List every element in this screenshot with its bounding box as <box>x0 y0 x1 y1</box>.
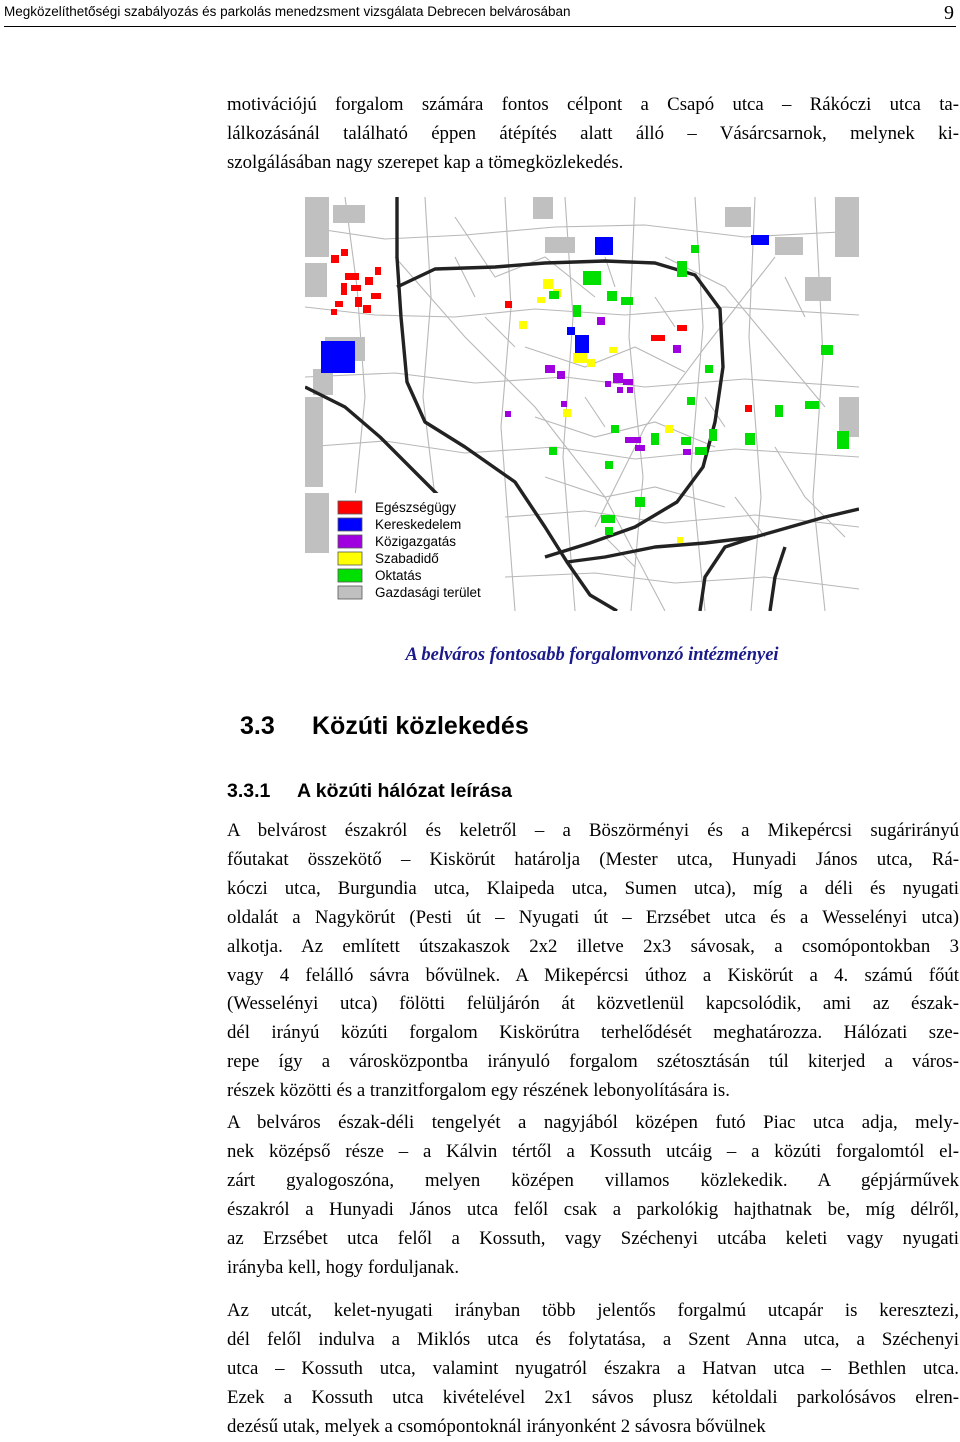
legend-swatch-health <box>338 501 362 514</box>
north-south-axis-paragraph <box>227 1109 959 1282</box>
legend-label: Gazdasági terület <box>375 585 481 600</box>
subsection-number: 3.3.1 <box>227 780 271 802</box>
text-line: nek középső része – a Kálvin tértől a Kossuth utcáig – a közúti forgalomtól el- <box>227 1140 959 1162</box>
subsection-title: A közúti hálózat leírása <box>297 780 512 802</box>
legend-swatch-administration <box>338 535 362 548</box>
text-line: repe így a városközpontba irányuló forgalom szétosztásán túl kiterjed a város- <box>227 1051 959 1073</box>
text-line: irányba kell, hogy forduljanak. <box>227 1256 460 1278</box>
map-legend <box>329 493 501 605</box>
text-line: (Wesselényi utca) fölötti felüljárón át közvetlenül kapcsolódik, ami az észak- <box>227 993 959 1015</box>
section-number: 3.3 <box>240 712 275 740</box>
legend-swatch-leisure <box>338 552 362 565</box>
legend-label: Egészségügy <box>375 500 457 515</box>
header-rule <box>4 26 956 27</box>
text-line: főutakat összekötő – Kiskörút határolja (Mester utca, Hunyadi János utca, Rá- <box>227 848 959 870</box>
text-line: lálkozásánál található éppen átépítés alatt álló – Vásárcsarnok, melynek ki- <box>227 122 959 144</box>
text-line: motivációjú forgalom számára fontos célpont a Csapó utca – Rákóczi utca ta- <box>227 94 959 115</box>
text-line: északról a Hunyadi János utca felől csak a parkolókig hajthatnak be, míg délről, <box>227 1198 959 1220</box>
text-line: dezésű utak, melyek a csomópontoknál irányonként 2 sávosra bővülnek <box>227 1415 766 1437</box>
text-line: zárt gyalogoszóna, melyen középen villamos közlekedik. A gépjárművek <box>227 1169 959 1191</box>
text-line: szolgálásában nagy szerepet kap a tömegközlekedés. <box>227 151 624 173</box>
east-west-streets-paragraph <box>227 1297 959 1442</box>
figure-caption <box>0 645 960 666</box>
text-line: vagy 4 felálló sávra bővülnek. A Mikepércsi úthoz a Kiskörút a 4. számú főút <box>227 964 959 986</box>
section-heading <box>240 712 529 741</box>
legend-label: Oktatás <box>375 568 422 583</box>
legend-swatch-commerce <box>338 518 362 531</box>
text-line: A belvárost északról és keletről – a Böszörményi és a Mikepércsi sugárirányú <box>227 820 959 841</box>
intro-paragraph <box>227 91 959 178</box>
text-line: dél felől indulva a Miklós utca és folytatása, a Szent Anna utca, a Széchenyi <box>227 1328 959 1350</box>
legend-swatch-economic <box>338 586 362 599</box>
text-line: Ezek a Kossuth utca kivételével 2x1 sávos plusz kétoldali parkolósávos elren- <box>227 1386 959 1408</box>
city-map <box>305 197 859 611</box>
legend-label: Szabadidő <box>375 551 439 566</box>
text-line: alkotja. Az említett útszakaszok 2x2 illetve 2x3 sávosak, a csomópontokban 3 <box>227 935 959 957</box>
text-line: az Erzsébet utca felől a Kossuth, vagy Széchenyi utcába keleti vagy nyugati <box>227 1227 959 1249</box>
text-line: A belváros észak-déli tengelyét a nagyjából középen futó Piac utca adja, mely- <box>227 1112 959 1133</box>
text-line: kóczi utca, Burgundia utca, Klaipeda utca, Sumen utca), míg a déli és nyugati <box>227 877 959 899</box>
text-line: utca – Kossuth utca, valamint nyugatról északra a Hatvan utca – Bethlen utca. <box>227 1357 959 1379</box>
subsection-heading <box>227 780 512 803</box>
legend-label: Kereskedelem <box>375 517 462 532</box>
page-number: 9 <box>944 2 954 24</box>
running-title: Megközelíthetőségi szabályozás és parkolás menedzsment vizsgálata Debrecen belvárosában <box>4 4 571 19</box>
road-network-paragraph <box>227 817 959 1106</box>
section-title: Közúti közlekedés <box>312 712 529 740</box>
text-line: Az utcát, kelet-nyugati irányban több jelentős forgalmú utcapár is keresztezi, <box>227 1300 959 1321</box>
legend-label: Közigazgatás <box>375 534 457 549</box>
city-map-figure <box>305 197 859 611</box>
running-header <box>4 4 956 26</box>
legend-swatch-education <box>338 569 362 582</box>
figure-caption-text: A belváros fontosabb forgalomvonzó intézményei <box>405 645 779 665</box>
text-line: oldalát a Nagykörút (Pesti út – Nyugati út – Erzsébet utca és a Wesselényi utca) <box>227 906 959 928</box>
text-line: dél irányú közúti forgalom Kiskörútra terhelődését meghatározza. Hálózati sze- <box>227 1022 959 1044</box>
text-line: részek közötti és a tranzitforgalom egy részének lebonyolítására is. <box>227 1080 730 1102</box>
